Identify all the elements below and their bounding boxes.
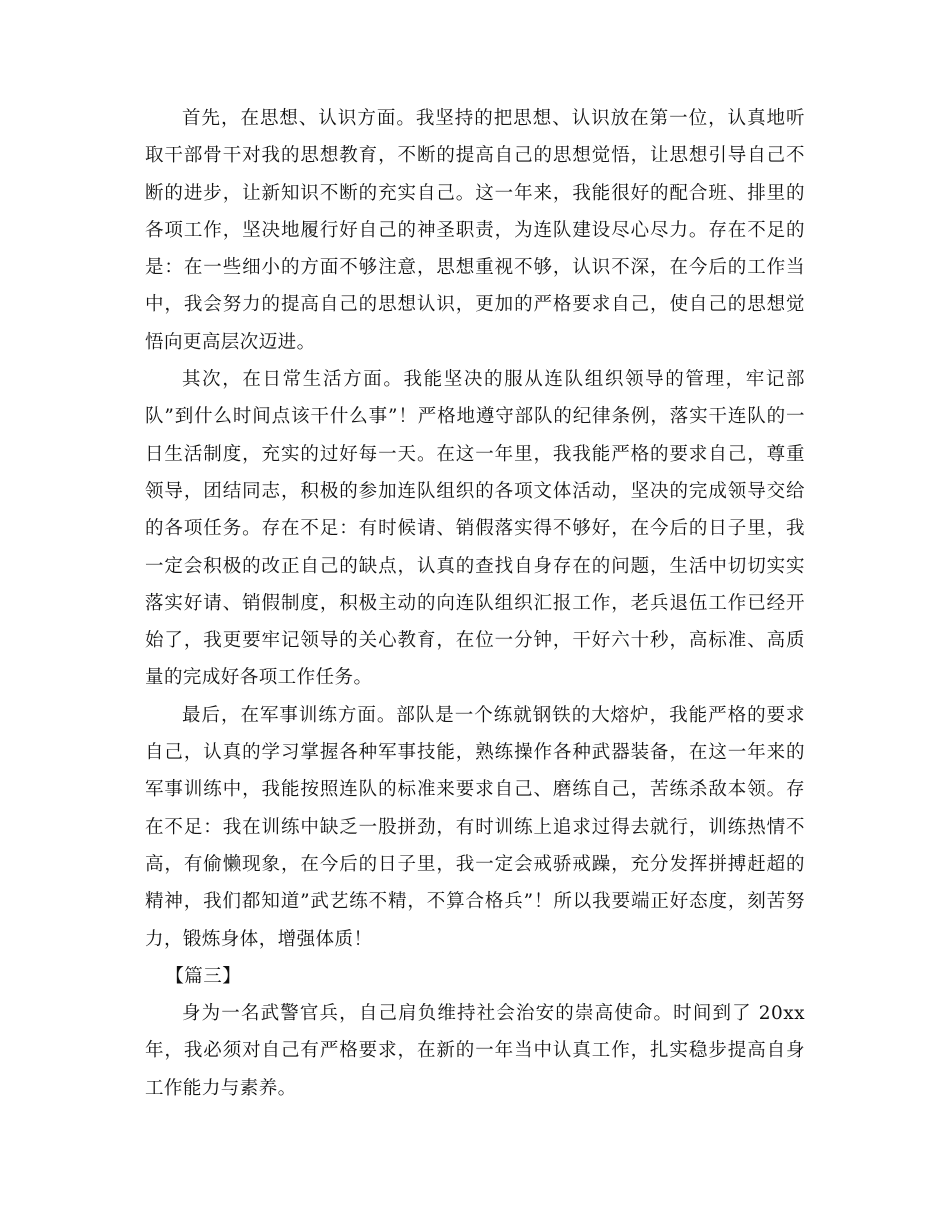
paragraph-daily-life: 其次，在日常生活方面。我能坚决的服从连队组织领导的管理，牢记部队”到什么时间点该干什么事”！严格地遵守部队的纪律条例，落实干连队的一日生活制度，充实的过好每一天。在这一年里，我我能严格的要求自己，尊重领导，团结同志，积极的参加连队组织的各项文体活动，坚决的完成领导交给的各项任务。存在不足：有时候请、销假落实得不够好，在今后的日子里，我一定会积极的改正自己的缺点，认真的查找自身存在的问题，生活中切切实实落实好请、销假制度，积极主动的向连队组织汇报工作，老兵退伍工作已经开始了，我更要牢记领导的关心教育，在位一分钟，干好六十秒，高标准、高质量的完成好各项工作任务。 xyxy=(145,369,805,689)
paragraph-thoughts: 首先，在思想、认识方面。我坚持的把思想、认识放在第一位，认真地听取干部骨干对我的思想教育，不断的提高自己的思想觉悟，让思想引导自己不断的进步，让新知识不断的充实自己。这一年来，我能很好的配合班、排里的各项工作，坚决地履行好自己的神圣职责，为连队建设尽心尽力。存在不足的是：在一些细小的方面不够注意，思想重视不够，认识不深，在今后的工作当中，我会努力的提高自己的思想认识，更加的严格要求自己，使自己的思想觉悟向更高层次迈进。 xyxy=(145,108,805,353)
section-heading: 【篇三】 xyxy=(165,965,242,987)
paragraph-military-training: 最后，在军事训练方面。部队是一个练就钢铁的大熔炉，我能严格的要求自己，认真的学习掌握各种军事技能，熟练操作各种武器装备，在这一年来的军事训练中，我能按照连队的标准来要求自己、磨练自己，苦练杀敌本领。存在不足：我在训练中缺乏一股拼劲，有时训练上追求过得去就行，训练热情不高，有偷懒现象，在今后的日子里，我一定会戒骄戒躁，充分发挥拼搏赶超的精神，我们都知道”武艺练不精，不算合格兵”！所以我要端正好态度，刻苦努力，锻炼身体，增强体质！ xyxy=(145,704,805,950)
document-page xyxy=(145,100,805,1107)
paragraph-closing: 身为一名武警官兵，自己肩负维持社会治安的崇高使命。时间到了 20xx 年，我必须对自己有严格要求，在新的一年当中认真工作，扎实稳步提高自身工作能力与素养。 xyxy=(145,1003,805,1099)
